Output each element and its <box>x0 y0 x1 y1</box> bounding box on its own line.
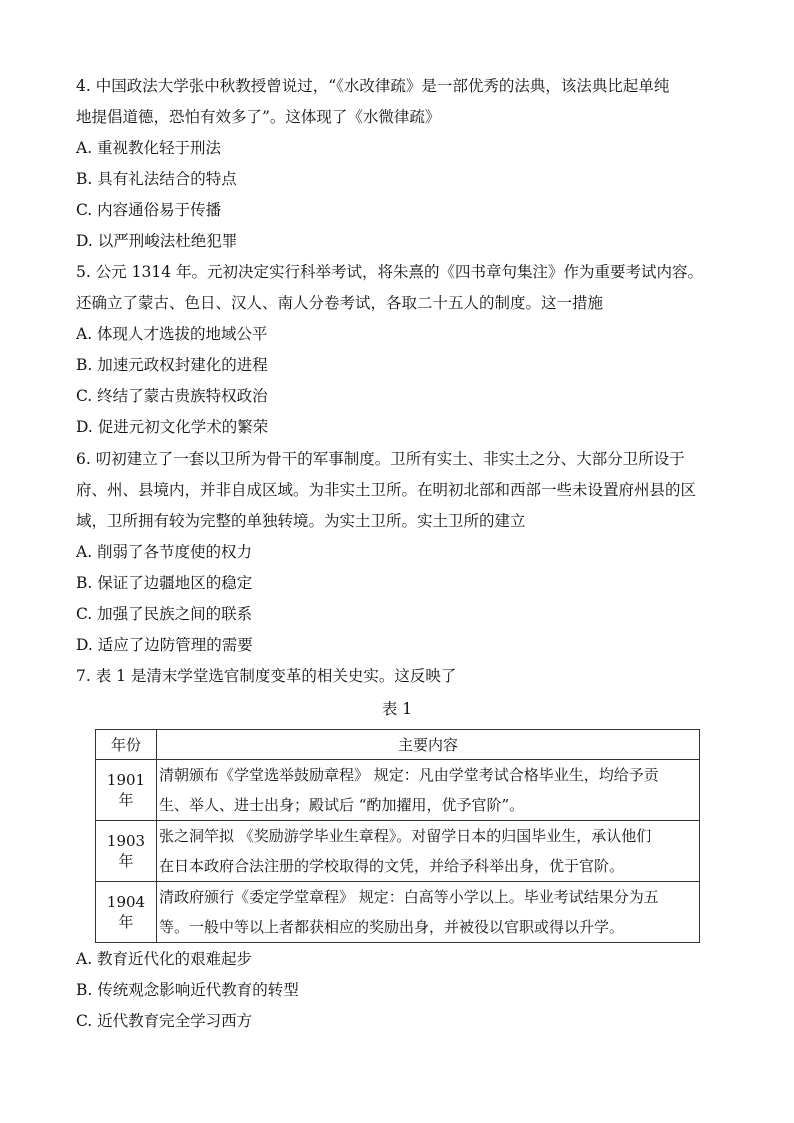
q4-option-c: C. 内容通俗易于传播 <box>76 201 222 219</box>
q4-option-b: B. 具有礼法结合的特点 <box>76 170 237 188</box>
q4-stem-line-2: 地提倡道德，恐怕有效多了”。这体现了《水微律疏》 <box>76 108 441 126</box>
row-year: 1904 年 <box>96 882 157 943</box>
q6-option-c: C. 加强了民族之间的联系 <box>76 605 253 623</box>
row-content-line: 在日本政府合法注册的学校取得的文凭，并给予科举出身，优于官阶。 <box>159 857 625 875</box>
q7-stem-line-1: 7. 表 1 是清末学堂选官制度变革的相关史实。这反映了 <box>76 667 457 685</box>
row-content <box>157 760 700 821</box>
row-year: 1901 年 <box>96 760 157 821</box>
row-content-line: 清政府颁行《委定学堂章程》 规定：白高等小学以上。毕业考试结果分为五 <box>159 888 659 906</box>
history-table <box>95 729 700 943</box>
q6-option-a: A. 削弱了各节度使的权力 <box>76 543 253 561</box>
row-content-line: 等。一般中等以上者都获相应的奖励出身，并被役以官职或得以升学。 <box>159 918 625 936</box>
q6-stem-line-2: 府、州、县境内，并非自成区域。为非实土卫所。在明初北部和西部一些未设置府州县的区 <box>76 481 697 499</box>
q4-option-d: D. 以严刑峻法杜绝犯罪 <box>76 232 238 250</box>
q5-option-a: A. 体现人才选拔的地域公平 <box>76 325 268 343</box>
q7-option-a: A. 教育近代化的艰难起步 <box>76 950 253 968</box>
q7-option-b: B. 传统观念影响近代教育的转型 <box>76 981 299 999</box>
row-content-line: 张之洞竿拟 《奖励游学毕业生章程》。对留学日本的归国毕业生，承认他们 <box>159 827 652 845</box>
table-row <box>96 760 700 821</box>
q5-option-b: B. 加速元政权封建化的进程 <box>76 356 268 374</box>
table-header-row <box>96 730 700 760</box>
q6-option-d: D. 适应了边防管理的需要 <box>76 636 253 654</box>
row-year: 1903 年 <box>96 821 157 882</box>
q6-stem-line-1: 6. 叨初建立了一套以卫所为骨干的军事制度。卫所有实土、非实土之分、大部分卫所设于 <box>76 450 685 468</box>
row-content-line: 清朝颁布《学堂选举鼓励章程》 规定：凡由学堂考试合格毕业生，均给予贡 <box>159 766 659 784</box>
table-row <box>96 821 700 882</box>
q7-option-c: C. 近代教育完全学习西方 <box>76 1012 253 1030</box>
q4-stem-line-1: 4. 中国政法大学张中秋教授曾说过，“《水改律疏》是一部优秀的法典，该法典比起单纯 <box>76 77 670 95</box>
q6-option-b: B. 保证了边疆地区的稳定 <box>76 574 253 592</box>
q4-option-a: A. 重视教化轻于刑法 <box>76 139 222 157</box>
q5-option-d: D. 促进元初文化学术的繁荣 <box>76 418 269 436</box>
header-content: 主要内容 <box>157 730 700 760</box>
q6-stem-line-3: 域，卫所拥有较为完整的单独转境。为实土卫所。实土卫所的建立 <box>76 512 526 530</box>
header-year: 年份 <box>96 730 157 760</box>
table-caption: 表 1 <box>381 700 413 718</box>
q5-option-c: C. 终结了蒙古贵族特权政治 <box>76 387 268 405</box>
row-content-line: 生、举人、进士出身；殿试后 “酌加擢用，优予官阶”。 <box>159 796 525 814</box>
row-content <box>157 882 700 943</box>
table-row <box>96 882 700 943</box>
q5-stem-line-1: 5. 公元 1314 年。元初决定实行科举考试，将朱熹的《四书章句集注》作为重要考试内容。 <box>76 263 704 281</box>
row-content <box>157 821 700 882</box>
q5-stem-line-2: 还确立了蒙古、色日、汉人、南人分卷考试，各取二十五人的制度。这一措施 <box>76 294 604 312</box>
